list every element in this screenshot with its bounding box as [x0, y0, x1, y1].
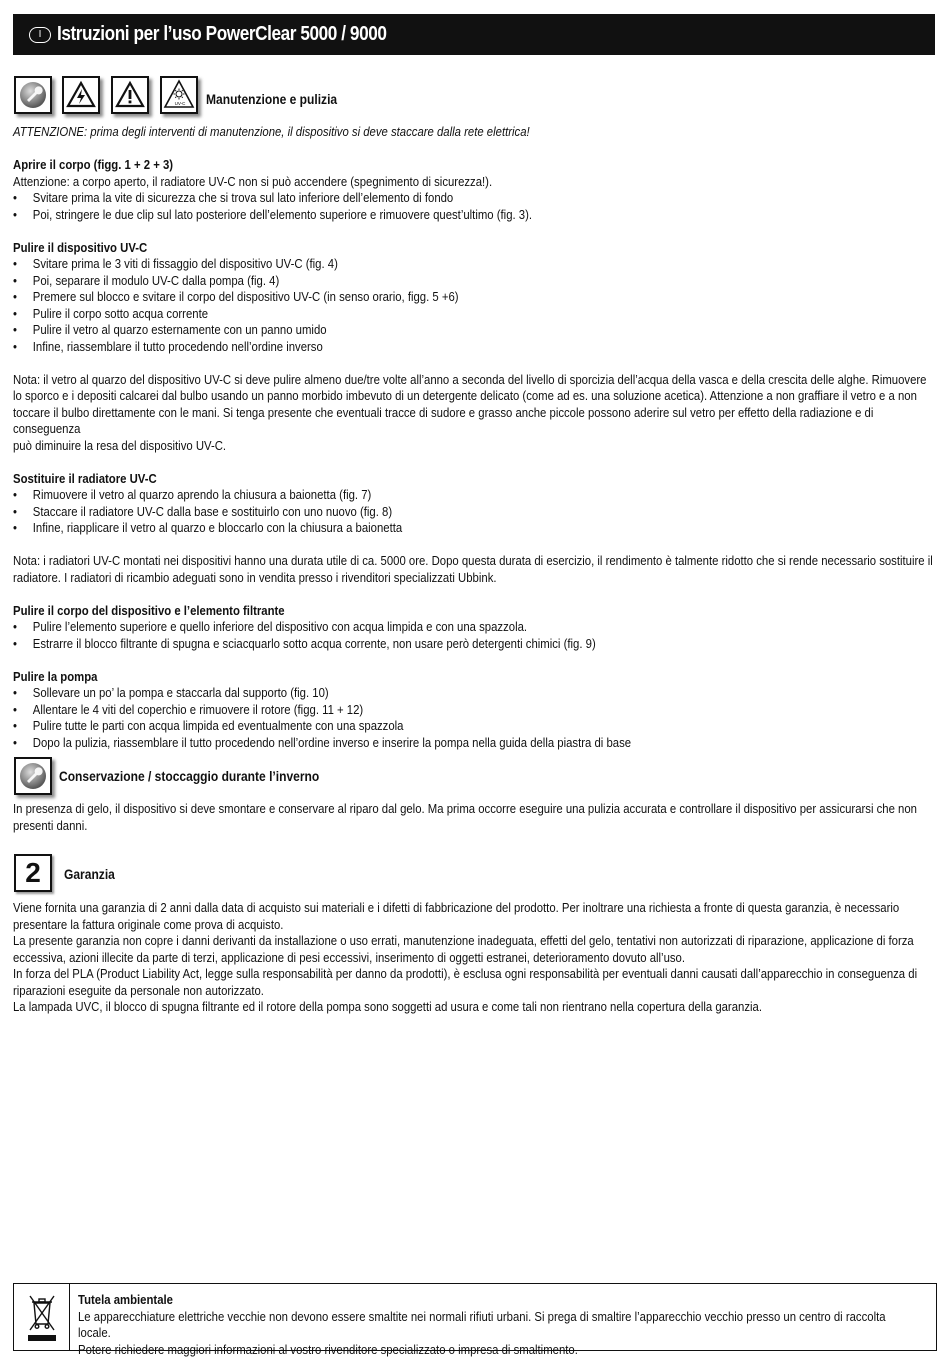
warranty-line: eccessiva, azioni illecite da parte di terzi, applicazione di pesi eccessivi, inserimento di oggetti estranei, deterioramento dovuto all’uso. — [13, 949, 686, 965]
pump-heading: Pulire la pompa — [13, 668, 98, 684]
list-item: • Pulire il corpo sotto acqua corrente — [13, 306, 935, 323]
warranty-line: In forza del PLA (Product Liability Act, legge sulla responsabilità per danno da prodotti), è esclusa ogni responsabilità per eventuali danni causati dall’apparecchio in conseguenza di — [13, 966, 918, 981]
clean-uvc-heading: Pulire il dispositivo UV-C — [13, 239, 148, 255]
maintenance-title: Manutenzione e pulizia — [206, 91, 338, 107]
list-item: • Sollevare un po’ la pompa e staccarla dal supporto (fig. 10) — [13, 685, 935, 702]
warranty-body — [13, 900, 935, 1016]
warranty-years: 2 — [25, 857, 41, 888]
warranty-title: Garanzia — [64, 866, 115, 882]
warning-icon — [111, 76, 149, 114]
list-item: • Poi, stringere le due clip sul lato posteriore dell’elemento superiore e rimuovere quest’ultimo (fig. 3). — [13, 207, 935, 224]
warranty-badge — [14, 854, 52, 892]
warranty-line: La lampada UVC, il blocco di spugna filtrante ed il rotore della pompa sono soggetti ad usura e come tali non rientrano nella copertura della garanzia. — [13, 999, 762, 1014]
page-header — [13, 14, 935, 55]
wrench-circle-icon — [14, 76, 52, 114]
replace-list — [13, 487, 935, 537]
clean-uvc-note — [13, 372, 935, 455]
open-heading: Aprire il corpo (figg. 1 + 2 + 3) — [13, 157, 174, 172]
note-line: radiatore. I radiatori di ricambio adeguati sono in vendita presso i rivenditori specializzati Ubbink. — [13, 569, 497, 585]
warranty-line: La presente garanzia non copre i danni derivanti da installazione o uso errati, manutenzione inadeguata, effetti del gelo, tentativi non autorizzati di riparazione, applicazione di forza — [13, 933, 914, 948]
list-item: • Infine, riapplicare il vetro al quarzo e bloccarlo con la chiusura a baionetta — [13, 520, 935, 537]
list-item: • Dopo la pulizia, riassemblare il tutto procedendo nell’ordine inverso e inserire la pompa nella guida della piastra di base — [13, 735, 935, 752]
warranty-line: riparazioni eseguite da personale non autorizzato. — [13, 982, 264, 998]
note-line: può diminuire la resa del dispositivo UV-C. — [13, 437, 227, 453]
replace-note — [13, 553, 935, 586]
list-item: • Svitare prima le 3 viti di fissaggio del dispositivo UV-C (fig. 4) — [13, 256, 935, 273]
clean-uvc-list — [13, 256, 935, 355]
list-item: • Allentare le 4 viti del coperchio e rimuovere il rotore (figg. 11 + 12) — [13, 702, 935, 719]
body-filter-list — [13, 619, 935, 652]
page-title: Istruzioni per l’uso PowerClear 5000 / 9000 — [57, 23, 387, 45]
note-line: toccare il bulbo direttamente con le mani. Si tenga presente che eventuali tracce di sudore e grasso anche piccole possono aderire sul vetro per effetto della radiazione e di conseguenza — [13, 404, 874, 436]
note-line: Nota: il vetro al quarzo del dispositivo UV-C si deve pulire almeno due/tre volte all’anno a seconda del livello di sporcizia dell’acqua della vasca e della crescita delle alghe. Rimuovere — [13, 371, 927, 387]
crossed-bin-icon — [14, 1284, 70, 1350]
winter-title: Conservazione / stoccaggio durante l’inverno — [59, 768, 320, 784]
winter-line: presenti danni. — [13, 817, 88, 833]
maintenance-warning: ATTENZIONE: prima degli interventi di manutenzione, il dispositivo si deve staccare dalla rete elettrica! — [13, 124, 530, 139]
list-item: • Svitare prima la vite di sicurezza che si trova sul lato inferiore dell’elemento di fondo — [13, 190, 935, 207]
replace-heading: Sostituire il radiatore UV-C — [13, 470, 157, 486]
list-item: • Rimuovere il vetro al quarzo aprendo la chiusura a baionetta (fig. 7) — [13, 487, 935, 504]
environment-box — [13, 1283, 937, 1357]
warranty-line: presentare la fattura originale come prova di acquisto. — [13, 916, 284, 932]
list-item: • Estrarre il blocco filtrante di spugna e sciacquarlo sotto acqua corrente, non usare però detergenti chimici (fig. 9) — [13, 636, 935, 653]
environment-line: Potere richiedere maggiori informazioni al vostro rivenditore specializzato o impresa di smaltimento. — [78, 1341, 578, 1357]
list-item: • Pulire il vetro al quarzo esternamente con un panno umido — [13, 322, 935, 339]
list-item: • Infine, riassemblare il tutto procedendo nell’ordine inverso — [13, 339, 935, 356]
list-item: • Staccare il radiatore UV-C dalla base e sostituirlo con uno nuovo (fig. 8) — [13, 504, 935, 521]
electric-hazard-icon — [62, 76, 100, 114]
environment-title: Tutela ambientale — [78, 1292, 173, 1307]
pump-list — [13, 685, 935, 751]
environment-text — [78, 1292, 921, 1358]
list-item: • Pulire l’elemento superiore e quello inferiore del dispositivo con acqua limpida e con una spazzola. — [13, 619, 935, 636]
warranty-line: Viene fornita una garanzia di 2 anni dalla data di acquisto sui materiali e i difetti di fabbricazione del prodotto. Per inoltrare una richiesta a fronte di questa garanzia, è necessario — [13, 900, 900, 915]
open-intro: Attenzione: a corpo aperto, il radiatore UV-C non si può accendere (spegnimento di sicurezza!). — [13, 173, 493, 189]
language-badge: I — [29, 27, 51, 43]
uv-c-warning-icon — [160, 76, 198, 114]
winter-line: In presenza di gelo, il dispositivo si deve smontare e conservare al riparo dal gelo. Ma prima occorre eseguire una pulizia accurata e controllare il dispositivo per assicurarsi che non — [13, 801, 917, 816]
list-item: • Premere sul blocco e svitare il corpo del dispositivo UV-C (in senso orario, figg. 5 +6) — [13, 289, 935, 306]
maintenance-body — [13, 124, 935, 751]
note-line: Nota: i radiatori UV-C montati nei dispositivi hanno una durata utile di ca. 5000 ore. Dopo questa durata di esercizio, il rendimento è talmente ridotto che si rende necessario sostituire il — [13, 553, 933, 568]
list-item: • Poi, separare il modulo UV-C dalla pompa (fig. 4) — [13, 273, 935, 290]
uv-c-label: UV-C — [174, 101, 186, 106]
wrench-circle-icon — [14, 757, 52, 795]
list-item: • Pulire tutte le parti con acqua limpida ed eventualmente con una spazzola — [13, 718, 935, 735]
environment-line: Le apparecchiature elettriche vecchie non devono essere smaltite nei normali rifiuti urbani. Si prega di smaltire l’apparecchio vecchio presso un centro di raccolta locale. — [78, 1308, 886, 1340]
open-list — [13, 190, 935, 223]
body-filter-heading: Pulire il corpo del dispositivo e l’elemento filtrante — [13, 602, 285, 618]
winter-body — [13, 801, 935, 834]
note-line: lo sporco e i depositi calcarei dal bulbo usando un panno morbido imbevuto di un detergente delicato (come ad es. una soluzione acetica). Attenzione a non graffiare il vetro e a non — [13, 388, 917, 403]
